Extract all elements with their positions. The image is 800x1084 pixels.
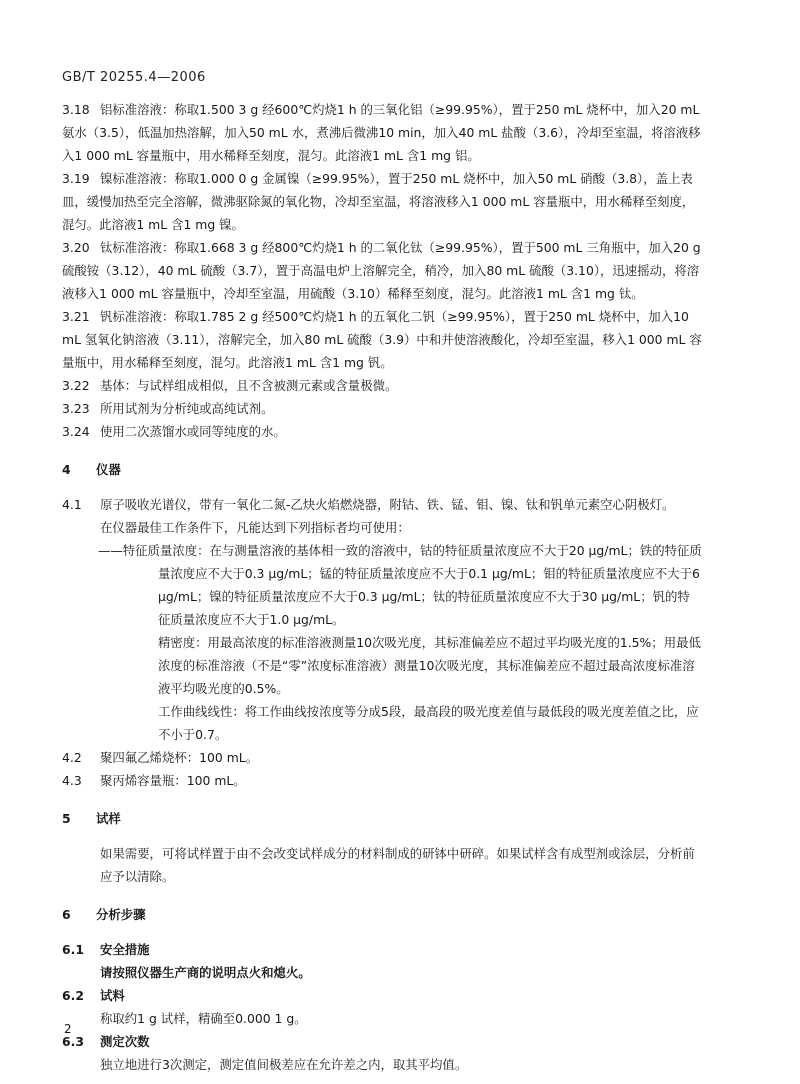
section-number: 5: [62, 811, 71, 826]
clause-number: 3.21: [62, 309, 90, 324]
clause-number: 4.2: [62, 750, 82, 765]
clause-number: 6.2: [62, 988, 84, 1003]
clause-number: 4.1: [62, 497, 82, 512]
clause-4-1: [62, 493, 702, 516]
clause-text: 使用二次蒸馏水或同等纯度的水。: [100, 424, 286, 439]
clause-4-2: [62, 746, 702, 769]
page-number: 2: [64, 1022, 72, 1036]
clause-number: 4.3: [62, 773, 82, 788]
section-5-heading: [62, 807, 702, 830]
clause-3-20: [62, 236, 702, 305]
document-body: [62, 98, 702, 1076]
clause-3-23: [62, 397, 702, 420]
clause-number: 3.22: [62, 378, 90, 393]
clause-6-3-text: 独立地进行3次测定，测定值间极差应在允许差之内，取其平均值。: [100, 1057, 468, 1072]
section-title: 分析步骤: [96, 907, 146, 922]
section-4-heading: [62, 458, 702, 481]
clause-6-1-text: 请按照仪器生产商的说明点火和熄火。: [100, 965, 311, 980]
clause-title: 测定次数: [100, 1034, 150, 1049]
clause-text: 钛标准溶液：称取1.668 3 g 经800℃灼烧1 h 的二氧化钛（≥99.95%），置于500 mL 三角瓶中，加入20 g 硫酸铵（3.12），40 mL 硫酸（3.7），置于高温电炉上溶解完全，稍冷，加入80 mL 硫酸（3.10），迅速摇动，将溶液移入1 000 mL 容量瓶中，冷却至室温，用硫酸（3.10）稀释至刻度，混匀。此溶液1 mL 含1 mg 钛。: [62, 240, 701, 301]
spec-precision: 精密度：用最高浓度的标准溶液测量10次吸光度，其标准偏差应不超过平均吸光度的1.5%；用最低浓度的标准溶液（不是“零”浓度标准溶液）测量10次吸光度，其标准偏差应不超过最高浓度标准溶液平均吸光度的0.5%。: [158, 635, 701, 696]
clause-6-3-heading: [62, 1030, 702, 1053]
clause-text: 原子吸收光谱仪，带有一氧化二氮-乙炔火焰燃烧器，附钴、铁、锰、钼、镍、钛和钒单元素空心阴极灯。: [100, 497, 675, 512]
clause-number: 3.23: [62, 401, 90, 416]
clause-text: 聚四氟乙烯烧杯：100 mL。: [100, 750, 259, 765]
section-6-heading: [62, 903, 702, 926]
clause-number: 6.3: [62, 1034, 84, 1049]
clause-number: 6.1: [62, 942, 84, 957]
clause-3-21: [62, 305, 702, 374]
standard-code-header: GB/T 20255.4—2006: [62, 70, 206, 85]
clause-text: 聚丙烯容量瓶：100 mL。: [100, 773, 246, 788]
clause-text: 镍标准溶液：称取1.000 0 g 金属镍（≥99.95%），置于250 mL 烧杯中，加入50 mL 硝酸（3.8），盖上表皿，缓慢加热至完全溶解，微沸驱除氮的氧化物，冷却至室温，将溶液移入1 000 mL 容量瓶中，用水稀释至刻度，混匀。此溶液1 mL 含1 mg 镍。: [62, 171, 695, 232]
section-number: 6: [62, 907, 71, 922]
section-title: 试样: [96, 811, 121, 826]
clause-text: 所用试剂为分析纯或高纯试剂。: [100, 401, 274, 416]
clause-4-1-condition: 在仪器最佳工作条件下，凡能达到下列指标者均可使用：: [100, 520, 410, 535]
clause-title: 试料: [100, 988, 125, 1003]
section-5-text: 如果需要，可将试样置于由不会改变试样成分的材料制成的研钵中研碎。如果试样含有成型剂或涂层，分析前应予以清除。: [100, 846, 695, 884]
clause-6-1-heading: [62, 938, 702, 961]
clause-3-19: [62, 167, 702, 236]
clause-4-3: [62, 769, 702, 792]
clause-3-22: [62, 374, 702, 397]
clause-title: 安全措施: [100, 942, 150, 957]
clause-number: 3.18: [62, 102, 90, 117]
spec-characteristic-concentration: ——特征质量浓度：在与测量溶液的基体相一致的溶液中，钴的特征质量浓度应不大于20 μg/mL；铁的特征质量浓度应不大于0.3 μg/mL；锰的特征质量浓度应不大于0.1 μg/mL；钼的特征质量浓度应不大于6 μg/mL；镍的特征质量浓度应不大于0.3 μg/mL；钛的特征质量浓度应不大于30 μg/mL；钒的特征质量浓度应不大于1.0 μg/mL。: [98, 543, 702, 627]
clause-text: 钒标准溶液：称取1.785 2 g 经500℃灼烧1 h 的五氧化二钒（≥99.95%），置于250 mL 烧杯中，加入10 mL 氢氧化钠溶液（3.11），溶解完全，加入80 mL 硫酸（3.9）中和并使溶液酸化，冷却至室温，移入1 000 mL 容量瓶中，用水稀释至刻度，混匀。此溶液1 mL 含1 mg 钒。: [62, 309, 702, 370]
section-title: 仪器: [96, 462, 121, 477]
spec-linearity: 工作曲线线性：将工作曲线按浓度等分成5段，最高段的吸光度差值与最低段的吸光度差值之比，应不小于0.7。: [158, 704, 699, 742]
clause-6-2-text: 称取约1 g 试样，精确至0.000 1 g。: [100, 1011, 307, 1026]
clause-text: 基体：与试样组成相似，且不含被测元素或含量极微。: [100, 378, 398, 393]
clause-text: 铝标准溶液：称取1.500 3 g 经600℃灼烧1 h 的三氧化铝（≥99.95%），置于250 mL 烧杯中，加入20 mL 氨水（3.5），低温加热溶解，加入50 mL 水，煮沸后微沸10 min，加入40 mL 盐酸（3.6），冷却至室温，将溶液移入1 000 mL 容量瓶中，用水稀释至刻度，混匀。此溶液1 mL 含1 mg 铝。: [62, 102, 701, 163]
section-number: 4: [62, 462, 71, 477]
clause-3-18: [62, 98, 702, 167]
clause-number: 3.20: [62, 240, 90, 255]
clause-6-2-heading: [62, 984, 702, 1007]
clause-number: 3.19: [62, 171, 90, 186]
clause-3-24: [62, 420, 702, 443]
clause-number: 3.24: [62, 424, 90, 439]
